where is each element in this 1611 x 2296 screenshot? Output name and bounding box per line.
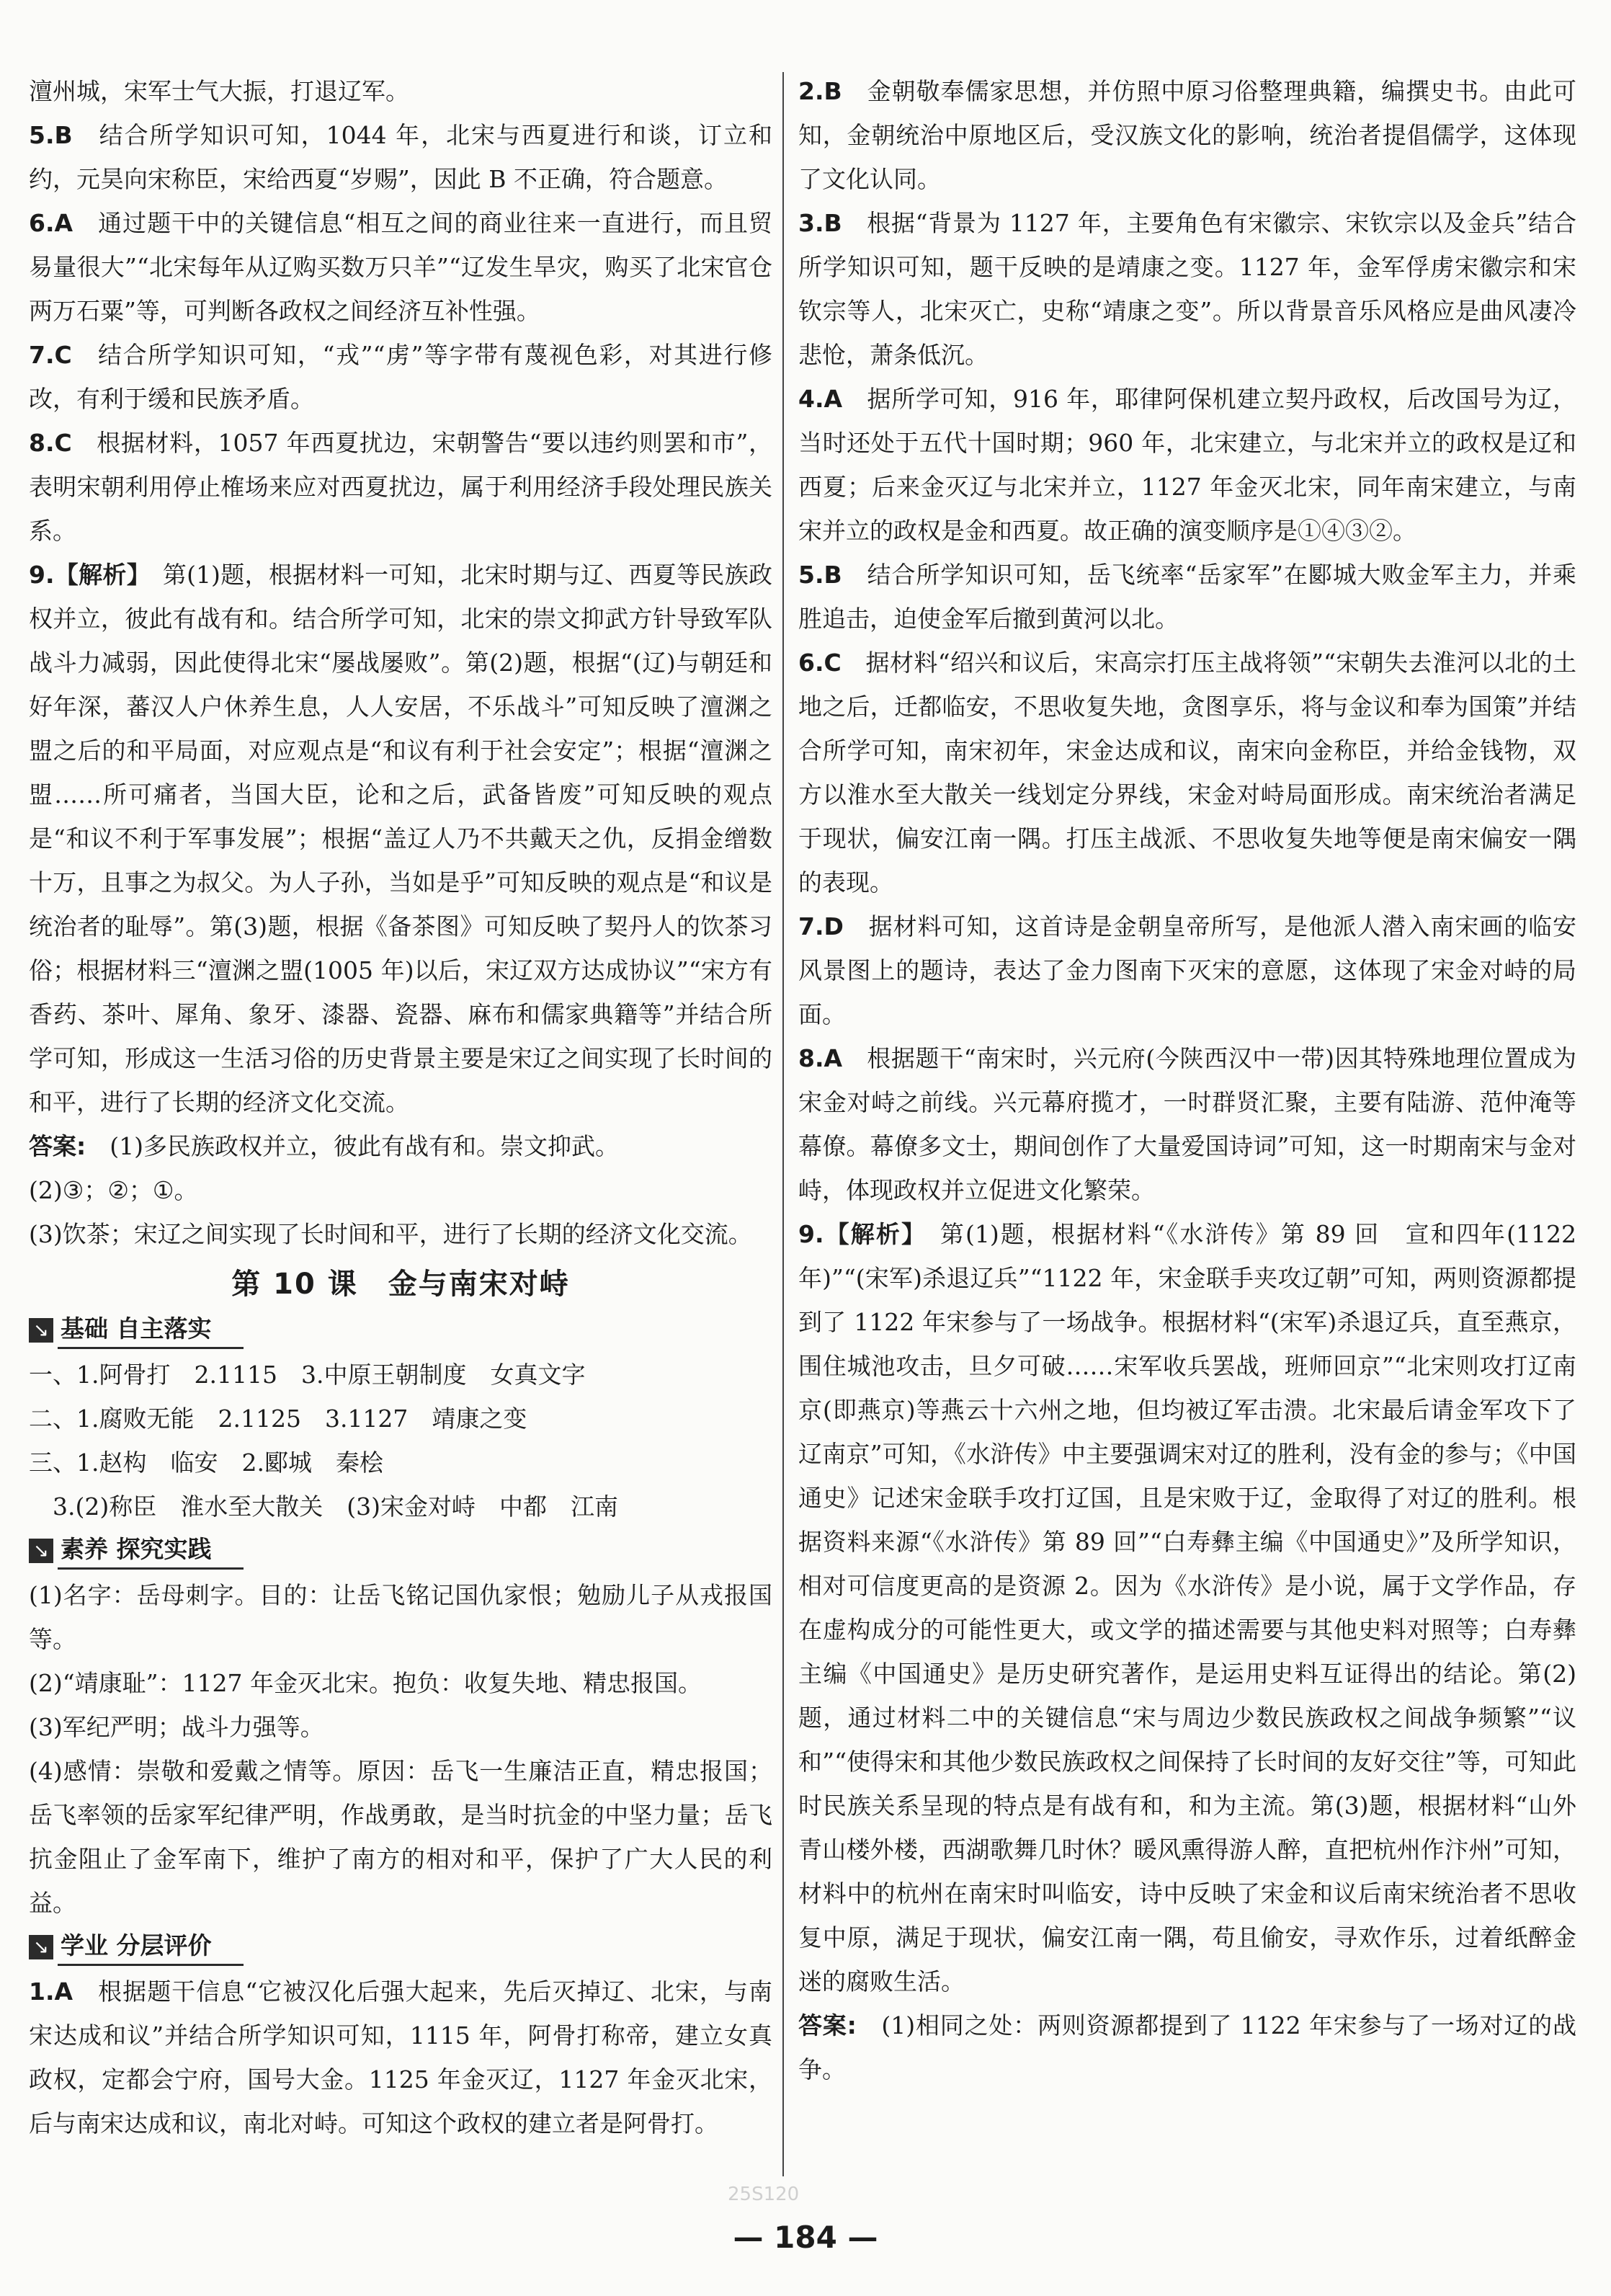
answer-text: 第(1)题，根据材料一可知，北宋时期与辽、西夏等民族政权并立，彼此有战有和。结合所学可知，北宋的崇文抑武方针导致军队战斗力减弱，因此使得北宋“屡战屡败”。第(2)题，根据“(辽)与朝廷和好年深，蕃汉人户休养生息，人人安居，不乐战斗”可知反映了澶渊之盟之后的和平局面，对应观点是“和议有利于社会安定”；根据“澶渊之盟……所可痛者，当国大臣，论和之后，武备皆废”可知反映的观点是“和议不利于军事发展”；根据“盖辽人乃不共戴天之仇，反捐金缯数十万，且事之为叔父。为人子孙，当如是乎”可知反映的观点是“和议是统治者的耻辱”。第(3)题，根据《备茶图》可知反映了契丹人的饮茶习俗；根据材料三“澶渊之盟(1005 年)以后，宋辽双方达成协议”“宋方有香药、茶叶、犀角、象牙、漆器、瓷器、麻布和儒家典籍等”并结合所学可知，形成这一生活习俗的历史背景主要是宋辽之间实现了长时间的和平，进行了长期的经济文化交流。 xyxy=(29,561,773,1116)
section-line: 一、1.阿骨打 2.1115 3.中原王朝制度 女真文字 xyxy=(29,1361,586,1389)
answer-item xyxy=(798,2003,1576,2091)
answer-number: 1.A xyxy=(29,1977,73,2006)
section-evaluation-header xyxy=(29,1928,772,1967)
answer-text: 根据材料，1057 年西夏扰边，宋朝警告“要以违约则罢和市”，表明宋朝利用停止榷场来应对西夏扰边，属于利用经济手段处理民族关系。 xyxy=(29,429,773,545)
answer-number: 8.A xyxy=(798,1044,843,1072)
answer-text: 第(1)题，根据材料“《水浒传》第 89 回 宣和四年(1122 年)”“(宋军)杀退辽兵”“1122 年，宋金联手夹攻辽朝”可知，两则资源都提到了 1122 年宋参与了一场战争。根据材料“(宋军)杀退辽兵，直至燕京，围住城池攻击，旦夕可破……宋军收兵罢战，班师回京”“北宋则攻打辽南京(即燕京)等燕云十六州之地，但均被辽军击溃。北宋最后请金军攻下了辽南京”可知，《水浒传》中主要强调宋对辽的胜利，没有金的参与；《中国通史》记述宋金联手攻打辽国，且是宋败于辽，金取得了对辽的胜利。根据资料来源“《水浒传》第 89 回”“白寿彝主编《中国通史》”及所学知识，相对可信度更高的是资源 2。因为《水浒传》是小说，属于文学作品，存在虚构成分的可能性更大，或文学的描述需要与其他史料对照等；白寿彝主编《中国通史》是历史研究著作，是运用史料互证得出的结论。第(2)题，通过材料二中的关键信息“宋与周边少数民族政权之间战争频繁”“议和”“使得宋和其他少数民族政权之间保持了长时间的友好交往”等，可知此时民族关系呈现的特点是有战有和，和为主流。第(3)题，根据材料“山外青山楼外楼，西湖歌舞几时休？暖风熏得游人醉，直把杭州作汴州”可知，材料中的杭州在南宋时叫临安，诗中反映了宋金和议后南宋统治者不思收复中原，满足于现状，偏安江南一隅，苟且偷安，寻欢作乐，过着纸醉金迷的腐败生活。 xyxy=(798,1220,1576,1995)
answer-number: 答案: xyxy=(29,1132,86,1160)
answer-text: 据所学可知，916 年，耶律阿保机建立契丹政权，后改国号为辽，当时还处于五代十国时期；960 年，北宋建立，与北宋并立的政权是辽和西夏；后来金灭辽与北宋并立，1127 年金灭北宋，同年南宋建立，与南宋并立的政权是金和西夏。故正确的演变顺序是①④③②。 xyxy=(798,385,1576,545)
answer-item xyxy=(798,69,1576,201)
answer-number: 9.【解析】 xyxy=(29,561,139,589)
arrow-down-right-icon: ↘ xyxy=(29,1539,53,1563)
section-evaluation-items xyxy=(29,1970,772,2145)
answer-number: 3.B xyxy=(798,209,842,237)
answer-text: 根据“背景为 1127 年，主要角色有宋徽宗、宋钦宗以及金兵”结合所学知识可知，题干反映的是靖康之变。1127 年，金军俘虏宋徽宗和宋钦宗等人，北宋灭亡，史称“靖康之变”。所以背景音乐风格应是曲风凄冷悲怆，萧条低沉。 xyxy=(798,209,1577,369)
answer-item xyxy=(29,69,772,113)
answer-number: 7.C xyxy=(29,341,72,369)
column-divider xyxy=(782,72,784,2176)
left-top-answers xyxy=(29,69,772,1256)
answer-text: 澶州城，宋军士气大振，打退辽军。 xyxy=(29,77,409,105)
answer-number: 8.C xyxy=(29,429,72,457)
answer-item xyxy=(798,553,1576,641)
answer-number: 4.A xyxy=(798,385,843,413)
answer-text: (2)③；②；①。 xyxy=(29,1176,198,1204)
answer-item xyxy=(29,1168,772,1212)
watermark-code: 25S120 xyxy=(728,2184,800,2205)
answer-item xyxy=(798,1212,1576,2003)
arrow-down-right-icon: ↘ xyxy=(29,1318,53,1343)
section-line: 3.(2)称臣 淮水至大散关 (3)宋金对峙 中都 江南 xyxy=(29,1492,618,1521)
answer-item xyxy=(29,1212,772,1256)
answer-text: 结合所学知识可知，岳飞统率“岳家军”在郾城大败金军主力，并乘胜追击，迫使金军后撤到黄河以北。 xyxy=(798,561,1577,633)
page-number: — 184 — xyxy=(733,2220,878,2255)
section-explore-label: 素养 探究实践 xyxy=(58,1533,244,1570)
section-line: 三、1.赵构 临安 2.郾城 秦桧 xyxy=(29,1449,383,1477)
answer-item xyxy=(29,1124,772,1168)
answer-text: 根据题干“南宋时，兴元府(今陕西汉中一带)因其特殊地理位置成为宋金对峙之前线。兴元幕府揽才，一时群贤汇聚，主要有陆游、范仲淹等幕僚。幕僚多文士，期间创作了大量爱国诗词”可知，这一时期南宋与金对峙，体现政权并立促进文化繁荣。 xyxy=(798,1044,1577,1204)
answer-text: 结合所学知识可知，1044 年，北宋与西夏进行和谈，订立和约，元昊向宋称臣，宋给西夏“岁赐”，因此 B 不正确，符合题意。 xyxy=(29,121,772,193)
right-answers xyxy=(798,69,1576,2091)
answer-number: 9.【解析】 xyxy=(798,1220,915,1248)
section-evaluation-label: 学业 分层评价 xyxy=(58,1929,244,1966)
arrow-down-right-icon: ↘ xyxy=(29,1935,53,1959)
section-explore-items xyxy=(29,1573,772,1925)
answer-number: 答案: xyxy=(798,2011,857,2039)
answer-text: 据材料“绍兴和议后，宋高宗打压主战将领”“宋朝失去淮河以北的土地之后，迁都临安，不思收复失地，贪图享乐，将与金议和奉为国策”并结合所学可知，南宋初年，宋金达成和议，南宋向金称臣，并给金钱物，双方以淮水至大散关一线划定分界线，宋金对峙局面形成。南宋统治者满足于现状，偏安江南一隅。打压主战派、不思收复失地等便是南宋偏安一隅的表现。 xyxy=(798,649,1576,896)
answer-number: 5.B xyxy=(798,561,842,589)
answer-item xyxy=(29,421,772,553)
section-line: (4)感情：崇敬和爱戴之情等。原因：岳飞一生廉洁正直，精忠报国；岳飞率领的岳家军纪律严明，作战勇敢，是当时抗金的中坚力量；岳飞抗金阻止了金军南下，维护了南方的相对和平，保护了广大人民的利益。 xyxy=(29,1757,772,1917)
answer-text: 金朝敬奉儒家思想，并仿照中原习俗整理典籍，编撰史书。由此可知，金朝统治中原地区后，受汉族文化的影响，统治者提倡儒学，这体现了文化认同。 xyxy=(798,77,1577,193)
answer-item xyxy=(798,377,1576,553)
answer-item xyxy=(29,201,772,333)
answer-number: 6.A xyxy=(29,209,73,237)
section-line: 二、1.腐败无能 2.1125 3.1127 靖康之变 xyxy=(29,1405,527,1433)
lesson-title: 第 10 课 金与南宋对峙 xyxy=(231,1268,570,1301)
answer-item xyxy=(798,641,1576,904)
answer-text: (1)多民族政权并立，彼此有战有和。崇文抑武。 xyxy=(110,1132,619,1160)
answer-item xyxy=(29,333,772,421)
answer-item xyxy=(798,904,1576,1036)
section-line: (2)“靖康耻”：1127 年金灭北宋。抱负：收复失地、精忠报国。 xyxy=(29,1669,702,1697)
answer-item xyxy=(29,113,772,201)
answer-number: 6.C xyxy=(798,649,842,677)
answer-number: 7.D xyxy=(798,912,844,940)
answer-item xyxy=(798,201,1576,377)
section-line: (1)名字：岳母刺字。目的：让岳飞铭记国仇家恨；勉励儿子从戎报国等。 xyxy=(29,1581,772,1653)
left-column xyxy=(29,69,772,2145)
section-basic-items xyxy=(29,1353,772,1529)
answer-item xyxy=(29,1970,772,2145)
section-basic-label: 基础 自主落实 xyxy=(58,1312,244,1349)
answer-item xyxy=(798,1036,1576,1212)
answer-text: (1)相同之处：两则资源都提到了 1122 年宋参与了一场对辽的战争。 xyxy=(798,2011,1576,2083)
answer-text: 根据题干信息“它被汉化后强大起来，先后灭掉辽、北宋，与南宋达成和议”并结合所学知识可知，1115 年，阿骨打称帝，建立女真政权，定都会宁府，国号大金。1125 年金灭辽，1127 年金灭北宋，后与南宋达成和议，南北对峙。可知这个政权的建立者是阿骨打。 xyxy=(29,1977,772,2137)
answer-text: 据材料可知，这首诗是金朝皇帝所写，是他派人潜入南宋画的临安风景图上的题诗，表达了金力图南下灭宋的意愿，这体现了宋金对峙的局面。 xyxy=(798,912,1577,1028)
right-column xyxy=(798,69,1576,2091)
answer-number: 2.B xyxy=(798,77,842,105)
answer-text: 通过题干中的关键信息“相互之间的商业往来一直进行，而且贸易量很大”“北宋每年从辽购买数万只羊”“辽发生旱灾，购买了北宋官仓两万石粟”等，可判断各政权之间经济互补性强。 xyxy=(29,209,772,325)
section-explore-header xyxy=(29,1531,772,1570)
section-basic-header xyxy=(29,1311,772,1350)
section-line: (3)军纪严明；战斗力强等。 xyxy=(29,1713,324,1741)
answer-text: (3)饮茶；宋辽之间实现了长时间和平，进行了长期的经济文化交流。 xyxy=(29,1220,752,1248)
answer-number: 5.B xyxy=(29,121,73,149)
answer-item xyxy=(29,553,772,1124)
answer-text: 结合所学知识可知，“戎”“虏”等字带有蔑视色彩，对其进行修改，有利于缓和民族矛盾。 xyxy=(29,341,773,413)
